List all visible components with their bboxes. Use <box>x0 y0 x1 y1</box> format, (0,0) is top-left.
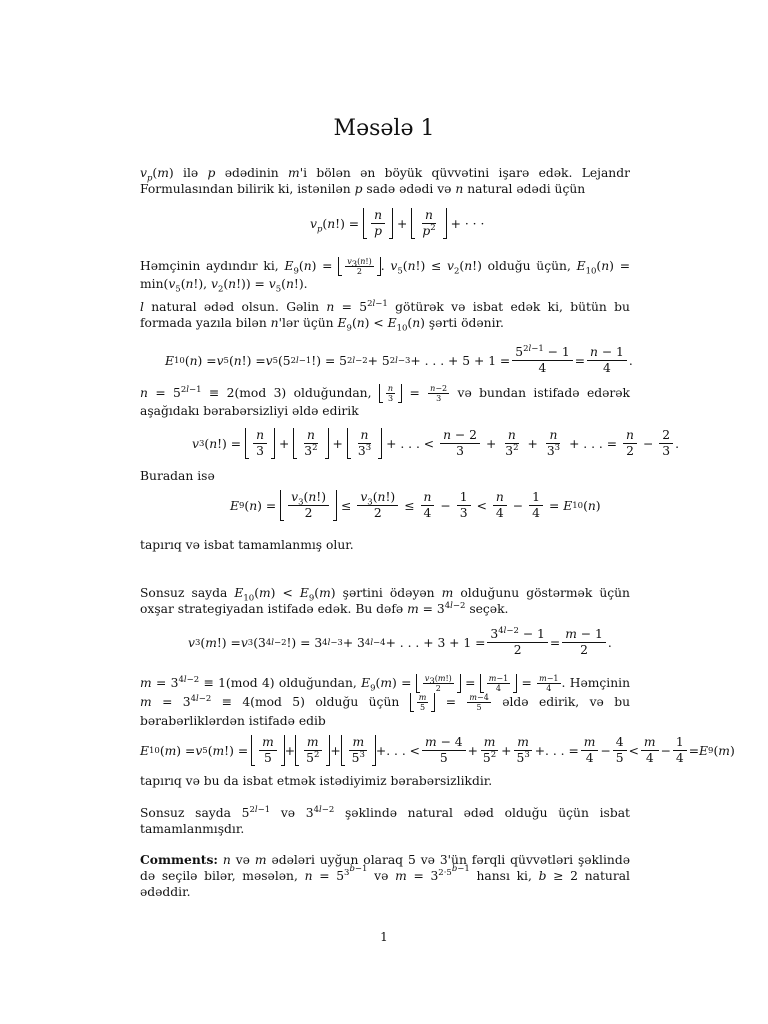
equation-v3-n: v 3 ( n !) = $\frac{n}{3}$ + $\frac{n}{3^2}$ + $\frac{n}{3^3}$ + . . . < $\frac{n - 2}{3}$ + $\frac{n}{3^2}$ + $\frac{n}{3^3}$ + . . . = $\frac{n}{2}$ − $\frac{2}{3}$ . <box>192 428 680 458</box>
comments-section: Comments: n və m ədələri uyğun olaraq 5 və 3'ün fərqli qüvvətləri şəklində də seçilə bilər, məsələn, $n = 5^{3^{b-1}}$ və $m = 3^{2\cdot 5^{b-1}}$ hansı ki, b ≥ 2 natural ədəddir. <box>140 852 630 899</box>
paragraph-hence: Buradan isə <box>140 469 215 483</box>
problem-title: Məsələ 1 <box>333 116 435 141</box>
comments-label: Comments: <box>140 852 218 867</box>
equation-e10-n: E 10 ( n ) = v 5 ( n !) = v 5 (5 2l−1 !) = 5 2l−2 + 5 2l−3 + . . . + 5 + 1 = $\frac{5^{2l-1} - 1}{4}$ = $\frac{n - 1}{4}$ . <box>165 343 633 375</box>
paragraph-e9: Həmçinin aydındır ki, $E_9(n)$ = $v_3(n!)$ 2 . $v_5(n!) \le v_2(n!)$ olduğu üçün, $E_{10}(n) = \min(v_5(n!)$, $v_2(n!)) = v_5(n!)$. <box>140 257 630 295</box>
paragraph-conclusion: Sonsuz sayda $5^{2l-1}$ və $3^{4l-2}$ şəklində natural ədəd olduğu üçün isbat tamamlanmışdır. <box>140 804 630 836</box>
paragraph-mod4-mod5: $m = 3^{4l-2} \equiv 1(mod$ 4) olduğundan, $E_9(m)$ = $v_3(m!)$ 2 = m−1 4 = $\frac{m-1}{4}$ . Həmçinin $m = 3^{4l-2} \equiv 4(mod$ 5) olduğu üçün m 5 = $\frac{m-4}{5}$ əldə edirik, və bu bərabərliklərdən istifadə edib <box>140 674 631 728</box>
equation-v3-m: v 3 ( m !) = v 3 (3 4l−2 !) = 3 4l−3 + 3 4l−4 + . . . + 3 + 1 = $\frac{3^{4l-2} - 1}{2}$ = $\frac{m - 1}{2}$ . <box>188 625 612 657</box>
equation-e10-m: E 10 ( m ) = v 5 ( m !) = $\frac{m}{5}$ + $\frac{m}{5^2}$ + $\frac{m}{5^3}$ +. . . < $\frac{m - 4}{5}$ + $\frac{m}{5^2}$ + $\frac{m}{5^3}$ +. . . = $\frac{m}{4}$ − $\frac{4}{5}$ < $\frac{m}{4}$ − $\frac{1}{4}$ = E 9 ( m ) <box>140 735 735 765</box>
paragraph-intro: $v_p(m)$ ilə p ədədinin m'i bölən ən böyük qüvvətini işarə edək. Lejandr Formulasından bilirik ki, istənilən p sadə ədədi və n natural ədədi üçün <box>140 166 630 196</box>
page-number: 1 <box>380 930 388 944</box>
equation-e9-n: E 9 ( n ) = $\frac{v_3(n!)}{2}$ ≤ $\frac{v_3(n!)}{2}$ ≤ $\frac{n}{4}$ − $\frac{1}{3}$ < $\frac{n}{4}$ − $\frac{1}{4}$ = E 10 ( n ) <box>230 490 601 520</box>
paragraph-mod3: $n = 5^{2l-1} \equiv 2(mod$ 3) olduğundan, n 3 = $\frac{n-2}{3}$ və bundan istifadə edərək aşağıdakı bərabərsizliyi əldə edirik <box>140 384 630 418</box>
paragraph-second-case: Sonsuz sayda $E_{10}(m) < E_9(m)$ şərtini ödəyən m olduğunu göstərmək üçün oxşar strategiyadan istifadə edək. Bu dəfə $m = 3^{4l-2}$ seçək. <box>140 586 630 616</box>
paragraph-proof-done: tapırıq və isbat tamamlanmış olur. <box>140 538 354 552</box>
paragraph-choice-n: l natural ədəd olsun. Gəlin $n = 5^{2l-1}$ götürək və isbat edək ki, bütün bu formada yazıla bilən n'lər üçün $E_9(n) < E_{10}(n)$ şərti ödənir. <box>140 298 630 334</box>
legendre-formula: $v_p$ ( n !) = $\frac{n}{p}$ + $\frac{n}{p^2}$ + · · · <box>310 208 485 238</box>
paragraph-inequality-found: tapırıq və bu da isbat etmək istədiyimiz bərabərsizlikdir. <box>140 774 493 788</box>
